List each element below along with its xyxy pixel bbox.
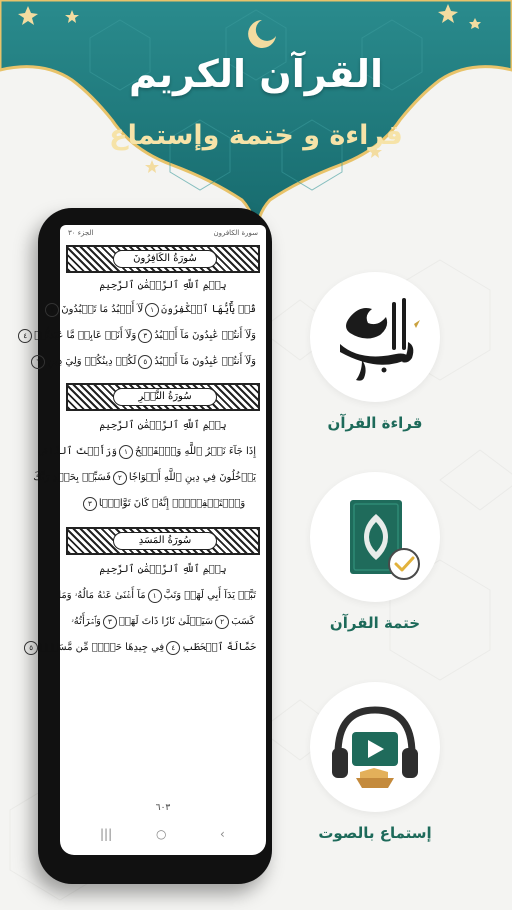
- back-icon[interactable]: ‹: [220, 827, 225, 841]
- quran-page[interactable]: [23, 245, 260, 765]
- ayah-marker: ١: [148, 589, 162, 603]
- verse-line: قُلۡ يَٰٓأَيُّهَا ٱلۡكَٰفِرُونَ١لَآ أَعۡبُدُ مَا تَعۡبُدُونَ٢: [70, 299, 256, 321]
- android-nav-bar: [60, 827, 266, 847]
- verse-line: يَدۡخُلُونَ فِي دِينِ ٱللَّهِ أَفۡوَاجٗا٢فَسَبِّحۡ بِحَمۡدِ رَبِّكَ: [33, 472, 256, 483]
- verse-line: إِذَا جَآءَ نَصۡرُ ٱللَّهِ وَٱلۡفَتۡحُ١وَرَأَيۡتَ ٱلنَّاسَ: [37, 446, 256, 457]
- surah-header: [66, 527, 260, 555]
- recents-icon[interactable]: |||: [100, 827, 113, 841]
- feature-reading[interactable]: [300, 272, 450, 432]
- surah-title: سُورَةُ النَّصۡرِ: [113, 388, 217, 406]
- ayah-marker: ١: [145, 303, 159, 317]
- basmala: بِسۡمِ ٱللَّهِ ٱلرَّحۡمَٰنِ ٱلرَّحِيمِ: [99, 280, 227, 291]
- verse-line: حَمَّالَةَ ٱلۡحَطَبِ٤فِي جِيدِهَا حَبۡلٞ مِّن مَّسَدِۭ٥: [70, 637, 256, 659]
- ayah-marker: ٢: [45, 303, 59, 317]
- status-juz: الجزء ٣٠: [68, 229, 94, 237]
- basmala: بِسۡمِ ٱللَّهِ ٱلرَّحۡمَٰنِ ٱلرَّحِيمِ: [99, 420, 227, 431]
- home-icon[interactable]: ○: [156, 827, 167, 841]
- verse-line: كَسَبَ٢سَيَصۡلَىٰ نَارٗا ذَاتَ لَهَبٖ٣وَٱمۡرَأَتُهُۥ: [71, 616, 255, 627]
- verse-line: وَلَآ أَنتُمۡ عَٰبِدُونَ مَآ أَعۡبُدُ٣وَلَآ أَنَا۠ عَابِدٞ مَّا عَبَدتُّمۡ٤: [70, 325, 256, 347]
- ayah-marker: ٤: [166, 641, 180, 655]
- headphones-play-icon: [310, 682, 440, 812]
- verse-line: تَبَّتۡ يَدَآ أَبِي لَهَبٖ وَتَبَّ١مَآ أَغۡنَىٰ عَنۡهُ مَالُهُۥ وَمَا: [58, 590, 256, 601]
- app-subtitle: قراءة و ختمة وإستماع: [109, 120, 403, 151]
- feature-circle: [310, 682, 440, 812]
- surah-header: [66, 383, 260, 411]
- ayah-marker: ٥: [138, 355, 152, 369]
- surah-title: سُورَةُ المَسَدِ: [113, 532, 217, 550]
- ayah-marker: ٣: [83, 497, 97, 511]
- feature-khatma[interactable]: [300, 472, 450, 632]
- feature-label: إستماع بالصوت: [318, 824, 432, 842]
- verse-line: وَلَآ أَنتُمۡ عَٰبِدُونَ مَآ أَعۡبُدُ٥لَكُمۡ دِينُكُمۡ وَلِيَ دِينِ٦: [70, 351, 256, 373]
- ayah-marker: ٣: [103, 615, 117, 629]
- ayah-marker: ٢: [113, 471, 127, 485]
- quran-book-check-icon: [310, 472, 440, 602]
- phone-screen: [23, 225, 266, 855]
- ayah-marker: ٥: [24, 641, 38, 655]
- surah-header: [66, 245, 260, 273]
- feature-label: ختمة القرآن: [329, 614, 421, 632]
- verse-line: وَٱسۡتَغۡفِرۡهُۚ إِنَّهُۥ كَانَ تَوَّابَۢا٣: [70, 493, 256, 515]
- surah-title: سُورَةُ الكَافِرُونَ: [113, 250, 217, 268]
- feature-circle: [310, 272, 440, 402]
- status-surah: سورة الكافرون: [213, 229, 258, 237]
- ayah-marker: ١: [119, 445, 133, 459]
- app-title: القرآن الكريم: [128, 52, 384, 96]
- feature-label: قراءة القرآن: [327, 414, 423, 432]
- feature-circle: [310, 472, 440, 602]
- ayah-marker: ٦: [31, 355, 45, 369]
- basmala: بِسۡمِ ٱللَّهِ ٱلرَّحۡمَٰنِ ٱلرَّحِيمِ: [99, 564, 227, 575]
- status-bar: [68, 229, 258, 243]
- ayah-marker: ٤: [18, 329, 32, 343]
- page-number: ٦٠٣: [155, 803, 171, 813]
- feature-listening[interactable]: [300, 682, 450, 842]
- ayah-marker: ٢: [215, 615, 229, 629]
- quran-calligraphy-icon: [310, 272, 440, 402]
- ayah-marker: ٣: [138, 329, 152, 343]
